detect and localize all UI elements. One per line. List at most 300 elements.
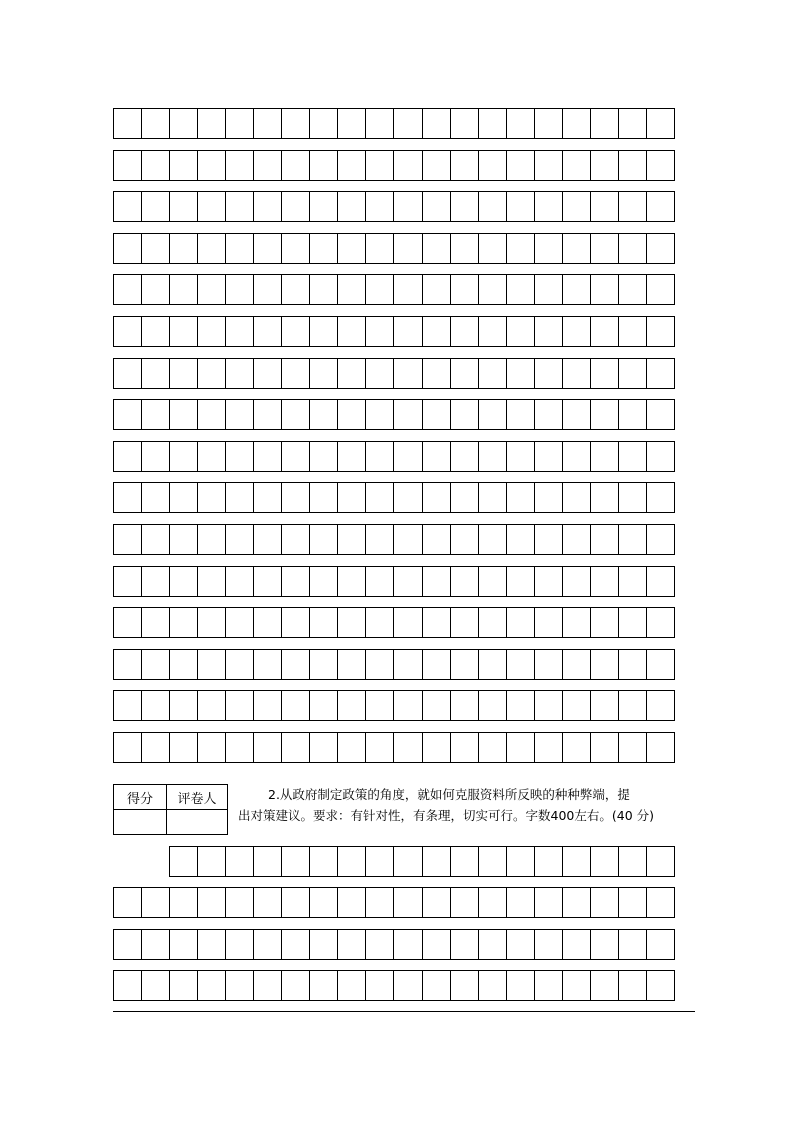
grid-cell[interactable] bbox=[197, 399, 226, 430]
grid-cell[interactable] bbox=[646, 690, 675, 721]
grid-cell[interactable] bbox=[562, 649, 591, 680]
grid-cell[interactable] bbox=[422, 108, 451, 139]
grid-cell[interactable] bbox=[113, 690, 142, 721]
grid-cell[interactable] bbox=[393, 887, 422, 918]
grid-cell[interactable] bbox=[646, 970, 675, 1001]
grid-cell[interactable] bbox=[422, 524, 451, 555]
grid-cell[interactable] bbox=[590, 316, 619, 347]
grid-cell[interactable] bbox=[365, 274, 394, 305]
grid-cell[interactable] bbox=[169, 690, 198, 721]
grid-cell[interactable] bbox=[197, 441, 226, 472]
grid-cell[interactable] bbox=[309, 690, 338, 721]
grid-cell[interactable] bbox=[281, 233, 310, 264]
grid-cell[interactable] bbox=[281, 441, 310, 472]
grid-cell[interactable] bbox=[534, 690, 563, 721]
grid-cell[interactable] bbox=[478, 970, 507, 1001]
grid-cell[interactable] bbox=[646, 150, 675, 181]
grid-cell[interactable] bbox=[450, 108, 479, 139]
grid-cell[interactable] bbox=[141, 316, 170, 347]
grid-cell[interactable] bbox=[365, 690, 394, 721]
grid-cell[interactable] bbox=[365, 191, 394, 222]
grid-cell[interactable] bbox=[113, 929, 142, 960]
grid-cell[interactable] bbox=[113, 970, 142, 1001]
grid-cell[interactable] bbox=[534, 316, 563, 347]
grid-cell[interactable] bbox=[113, 441, 142, 472]
grid-cell[interactable] bbox=[393, 150, 422, 181]
grid-cell[interactable] bbox=[646, 358, 675, 389]
grid-cell[interactable] bbox=[337, 316, 366, 347]
grid-cell[interactable] bbox=[309, 887, 338, 918]
grid-cell[interactable] bbox=[618, 566, 647, 597]
grid-cell[interactable] bbox=[478, 607, 507, 638]
grid-cell[interactable] bbox=[534, 108, 563, 139]
grid-cell[interactable] bbox=[478, 732, 507, 763]
grid-cell[interactable] bbox=[197, 316, 226, 347]
grid-cell[interactable] bbox=[450, 482, 479, 513]
grid-cell[interactable] bbox=[450, 150, 479, 181]
grid-cell[interactable] bbox=[281, 607, 310, 638]
grid-cell[interactable] bbox=[450, 274, 479, 305]
grid-cell[interactable] bbox=[197, 233, 226, 264]
grader-cell[interactable] bbox=[167, 810, 228, 835]
grid-cell[interactable] bbox=[253, 887, 282, 918]
grid-cell[interactable] bbox=[169, 358, 198, 389]
grid-cell[interactable] bbox=[590, 732, 619, 763]
grid-cell[interactable] bbox=[590, 566, 619, 597]
grid-cell[interactable] bbox=[169, 233, 198, 264]
grid-cell[interactable] bbox=[478, 399, 507, 430]
grid-cell[interactable] bbox=[646, 233, 675, 264]
grid-cell[interactable] bbox=[450, 970, 479, 1001]
grid-cell[interactable] bbox=[225, 482, 254, 513]
grid-cell[interactable] bbox=[618, 929, 647, 960]
grid-cell[interactable] bbox=[113, 191, 142, 222]
grid-cell[interactable] bbox=[281, 524, 310, 555]
grid-cell[interactable] bbox=[534, 846, 563, 877]
grid-cell[interactable] bbox=[646, 732, 675, 763]
grid-cell[interactable] bbox=[309, 441, 338, 472]
grid-cell[interactable] bbox=[253, 316, 282, 347]
grid-cell[interactable] bbox=[169, 732, 198, 763]
grid-cell[interactable] bbox=[393, 108, 422, 139]
grid-cell[interactable] bbox=[478, 690, 507, 721]
grid-cell[interactable] bbox=[113, 358, 142, 389]
grid-cell[interactable] bbox=[506, 566, 535, 597]
grid-cell[interactable] bbox=[141, 482, 170, 513]
grid-cell[interactable] bbox=[534, 732, 563, 763]
grid-cell[interactable] bbox=[337, 358, 366, 389]
grid-cell[interactable] bbox=[365, 358, 394, 389]
grid-cell[interactable] bbox=[337, 887, 366, 918]
grid-cell[interactable] bbox=[534, 233, 563, 264]
grid-cell[interactable] bbox=[422, 482, 451, 513]
grid-cell[interactable] bbox=[197, 274, 226, 305]
grid-cell[interactable] bbox=[281, 732, 310, 763]
grid-cell[interactable] bbox=[562, 887, 591, 918]
grid-cell[interactable] bbox=[506, 233, 535, 264]
grid-cell[interactable] bbox=[365, 108, 394, 139]
grid-cell[interactable] bbox=[422, 690, 451, 721]
grid-cell[interactable] bbox=[562, 607, 591, 638]
grid-cell[interactable] bbox=[393, 482, 422, 513]
grid-cell[interactable] bbox=[422, 887, 451, 918]
grid-cell[interactable] bbox=[393, 732, 422, 763]
grid-cell[interactable] bbox=[422, 316, 451, 347]
grid-cell[interactable] bbox=[534, 274, 563, 305]
grid-cell[interactable] bbox=[590, 607, 619, 638]
grid-cell[interactable] bbox=[113, 607, 142, 638]
grid-cell[interactable] bbox=[169, 482, 198, 513]
grid-cell[interactable] bbox=[450, 846, 479, 877]
grid-cell[interactable] bbox=[253, 274, 282, 305]
grid-cell[interactable] bbox=[478, 524, 507, 555]
grid-cell[interactable] bbox=[562, 566, 591, 597]
grid-cell[interactable] bbox=[478, 441, 507, 472]
grid-cell[interactable] bbox=[197, 649, 226, 680]
grid-cell[interactable] bbox=[253, 970, 282, 1001]
grid-cell[interactable] bbox=[309, 150, 338, 181]
grid-cell[interactable] bbox=[169, 150, 198, 181]
grid-cell[interactable] bbox=[169, 399, 198, 430]
grid-cell[interactable] bbox=[534, 399, 563, 430]
grid-cell[interactable] bbox=[365, 566, 394, 597]
grid-cell[interactable] bbox=[309, 399, 338, 430]
grid-cell[interactable] bbox=[646, 887, 675, 918]
grid-cell[interactable] bbox=[141, 690, 170, 721]
grid-cell[interactable] bbox=[393, 566, 422, 597]
grid-cell[interactable] bbox=[253, 690, 282, 721]
grid-cell[interactable] bbox=[169, 566, 198, 597]
grid-cell[interactable] bbox=[422, 191, 451, 222]
grid-cell[interactable] bbox=[337, 233, 366, 264]
grid-cell[interactable] bbox=[506, 887, 535, 918]
grid-cell[interactable] bbox=[646, 649, 675, 680]
grid-cell[interactable] bbox=[590, 441, 619, 472]
grid-cell[interactable] bbox=[169, 274, 198, 305]
grid-cell[interactable] bbox=[141, 150, 170, 181]
grid-cell[interactable] bbox=[169, 887, 198, 918]
grid-cell[interactable] bbox=[618, 358, 647, 389]
grid-cell[interactable] bbox=[478, 887, 507, 918]
grid-cell[interactable] bbox=[422, 399, 451, 430]
grid-cell[interactable] bbox=[337, 441, 366, 472]
grid-cell[interactable] bbox=[646, 441, 675, 472]
grid-cell[interactable] bbox=[169, 191, 198, 222]
grid-cell[interactable] bbox=[309, 316, 338, 347]
grid-cell[interactable] bbox=[534, 649, 563, 680]
grid-cell[interactable] bbox=[450, 929, 479, 960]
grid-cell[interactable] bbox=[281, 566, 310, 597]
grid-cell[interactable] bbox=[534, 524, 563, 555]
grid-cell[interactable] bbox=[309, 970, 338, 1001]
grid-cell[interactable] bbox=[590, 649, 619, 680]
grid-cell[interactable] bbox=[646, 108, 675, 139]
grid-cell[interactable] bbox=[590, 150, 619, 181]
grid-cell[interactable] bbox=[197, 607, 226, 638]
grid-cell[interactable] bbox=[393, 441, 422, 472]
grid-cell[interactable] bbox=[506, 150, 535, 181]
grid-cell[interactable] bbox=[590, 887, 619, 918]
grid-cell[interactable] bbox=[225, 399, 254, 430]
grid-cell[interactable] bbox=[534, 482, 563, 513]
grid-cell[interactable] bbox=[253, 233, 282, 264]
grid-cell[interactable] bbox=[422, 649, 451, 680]
grid-cell[interactable] bbox=[197, 566, 226, 597]
grid-cell[interactable] bbox=[534, 441, 563, 472]
grid-cell[interactable] bbox=[450, 233, 479, 264]
grid-cell[interactable] bbox=[337, 274, 366, 305]
grid-cell[interactable] bbox=[562, 929, 591, 960]
grid-cell[interactable] bbox=[506, 482, 535, 513]
grid-cell[interactable] bbox=[141, 649, 170, 680]
grid-cell[interactable] bbox=[365, 150, 394, 181]
grid-cell[interactable] bbox=[450, 732, 479, 763]
grid-cell[interactable] bbox=[618, 150, 647, 181]
grid-cell[interactable] bbox=[590, 233, 619, 264]
grid-cell[interactable] bbox=[225, 316, 254, 347]
grid-cell[interactable] bbox=[253, 482, 282, 513]
grid-cell[interactable] bbox=[618, 887, 647, 918]
grid-cell[interactable] bbox=[506, 358, 535, 389]
grid-cell[interactable] bbox=[478, 566, 507, 597]
grid-cell[interactable] bbox=[225, 970, 254, 1001]
grid-cell[interactable] bbox=[309, 233, 338, 264]
grid-cell[interactable] bbox=[225, 233, 254, 264]
grid-cell[interactable] bbox=[141, 191, 170, 222]
grid-cell[interactable] bbox=[534, 607, 563, 638]
grid-cell[interactable] bbox=[281, 399, 310, 430]
grid-cell[interactable] bbox=[113, 887, 142, 918]
grid-cell[interactable] bbox=[562, 482, 591, 513]
grid-cell[interactable] bbox=[562, 233, 591, 264]
grid-cell[interactable] bbox=[225, 846, 254, 877]
grid-cell[interactable] bbox=[225, 441, 254, 472]
grid-cell[interactable] bbox=[393, 649, 422, 680]
grid-cell[interactable] bbox=[113, 649, 142, 680]
grid-cell[interactable] bbox=[253, 732, 282, 763]
grid-cell[interactable] bbox=[506, 690, 535, 721]
grid-cell[interactable] bbox=[281, 358, 310, 389]
grid-cell[interactable] bbox=[281, 191, 310, 222]
grid-cell[interactable] bbox=[197, 846, 226, 877]
grid-cell[interactable] bbox=[113, 233, 142, 264]
grid-cell[interactable] bbox=[337, 566, 366, 597]
grid-cell[interactable] bbox=[197, 732, 226, 763]
grid-cell[interactable] bbox=[646, 846, 675, 877]
grid-cell[interactable] bbox=[141, 399, 170, 430]
grid-cell[interactable] bbox=[141, 566, 170, 597]
grid-cell[interactable] bbox=[197, 108, 226, 139]
grid-cell[interactable] bbox=[197, 191, 226, 222]
grid-cell[interactable] bbox=[281, 690, 310, 721]
grid-cell[interactable] bbox=[562, 524, 591, 555]
grid-cell[interactable] bbox=[422, 150, 451, 181]
grid-cell[interactable] bbox=[337, 524, 366, 555]
grid-cell[interactable] bbox=[393, 316, 422, 347]
grid-cell[interactable] bbox=[646, 566, 675, 597]
grid-cell[interactable] bbox=[337, 108, 366, 139]
grid-cell[interactable] bbox=[141, 970, 170, 1001]
grid-cell[interactable] bbox=[281, 316, 310, 347]
grid-cell[interactable] bbox=[618, 649, 647, 680]
grid-cell[interactable] bbox=[337, 690, 366, 721]
grid-cell[interactable] bbox=[534, 358, 563, 389]
grid-cell[interactable] bbox=[590, 524, 619, 555]
grid-cell[interactable] bbox=[309, 524, 338, 555]
grid-cell[interactable] bbox=[141, 108, 170, 139]
grid-cell[interactable] bbox=[113, 150, 142, 181]
grid-cell[interactable] bbox=[365, 316, 394, 347]
grid-cell[interactable] bbox=[450, 649, 479, 680]
grid-cell[interactable] bbox=[365, 970, 394, 1001]
grid-cell[interactable] bbox=[253, 649, 282, 680]
grid-cell[interactable] bbox=[422, 441, 451, 472]
grid-cell[interactable] bbox=[197, 970, 226, 1001]
grid-cell[interactable] bbox=[337, 846, 366, 877]
grid-cell[interactable] bbox=[169, 441, 198, 472]
grid-cell[interactable] bbox=[281, 108, 310, 139]
grid-cell[interactable] bbox=[253, 607, 282, 638]
grid-cell[interactable] bbox=[478, 846, 507, 877]
grid-cell[interactable] bbox=[562, 846, 591, 877]
grid-cell[interactable] bbox=[590, 846, 619, 877]
grid-cell[interactable] bbox=[225, 732, 254, 763]
grid-cell[interactable] bbox=[309, 108, 338, 139]
grid-cell[interactable] bbox=[506, 399, 535, 430]
grid-cell[interactable] bbox=[422, 358, 451, 389]
grid-cell[interactable] bbox=[562, 399, 591, 430]
grid-cell[interactable] bbox=[281, 887, 310, 918]
grid-cell[interactable] bbox=[393, 524, 422, 555]
grid-cell[interactable] bbox=[506, 108, 535, 139]
grid-cell[interactable] bbox=[646, 399, 675, 430]
grid-cell[interactable] bbox=[197, 524, 226, 555]
grid-cell[interactable] bbox=[450, 690, 479, 721]
grid-cell[interactable] bbox=[422, 732, 451, 763]
grid-cell[interactable] bbox=[309, 929, 338, 960]
grid-cell[interactable] bbox=[281, 929, 310, 960]
grid-cell[interactable] bbox=[618, 316, 647, 347]
grid-cell[interactable] bbox=[562, 358, 591, 389]
grid-cell[interactable] bbox=[225, 649, 254, 680]
grid-cell[interactable] bbox=[253, 150, 282, 181]
grid-cell[interactable] bbox=[534, 191, 563, 222]
grid-cell[interactable] bbox=[225, 690, 254, 721]
grid-cell[interactable] bbox=[646, 274, 675, 305]
grid-cell[interactable] bbox=[309, 191, 338, 222]
grid-cell[interactable] bbox=[169, 970, 198, 1001]
grid-cell[interactable] bbox=[253, 358, 282, 389]
grid-cell[interactable] bbox=[309, 846, 338, 877]
grid-cell[interactable] bbox=[618, 274, 647, 305]
grid-cell[interactable] bbox=[141, 524, 170, 555]
grid-cell[interactable] bbox=[450, 316, 479, 347]
grid-cell[interactable] bbox=[562, 150, 591, 181]
grid-cell[interactable] bbox=[309, 649, 338, 680]
grid-cell[interactable] bbox=[141, 358, 170, 389]
grid-cell[interactable] bbox=[562, 441, 591, 472]
grid-cell[interactable] bbox=[365, 649, 394, 680]
grid-cell[interactable] bbox=[618, 233, 647, 264]
grid-cell[interactable] bbox=[590, 399, 619, 430]
grid-cell[interactable] bbox=[618, 607, 647, 638]
grid-cell[interactable] bbox=[225, 524, 254, 555]
grid-cell[interactable] bbox=[422, 846, 451, 877]
grid-cell[interactable] bbox=[422, 274, 451, 305]
grid-cell[interactable] bbox=[225, 150, 254, 181]
grid-cell[interactable] bbox=[646, 316, 675, 347]
grid-cell[interactable] bbox=[393, 399, 422, 430]
grid-cell[interactable] bbox=[281, 846, 310, 877]
grid-cell[interactable] bbox=[506, 846, 535, 877]
grid-cell[interactable] bbox=[337, 970, 366, 1001]
grid-cell[interactable] bbox=[225, 566, 254, 597]
grid-cell[interactable] bbox=[169, 108, 198, 139]
grid-cell[interactable] bbox=[590, 690, 619, 721]
grid-cell[interactable] bbox=[506, 316, 535, 347]
grid-cell[interactable] bbox=[478, 482, 507, 513]
grid-cell[interactable] bbox=[113, 482, 142, 513]
grid-cell[interactable] bbox=[365, 233, 394, 264]
grid-cell[interactable] bbox=[534, 566, 563, 597]
grid-cell[interactable] bbox=[281, 150, 310, 181]
grid-cell[interactable] bbox=[590, 274, 619, 305]
grid-cell[interactable] bbox=[506, 441, 535, 472]
grid-cell[interactable] bbox=[393, 191, 422, 222]
grid-cell[interactable] bbox=[225, 607, 254, 638]
grid-cell[interactable] bbox=[450, 887, 479, 918]
grid-cell[interactable] bbox=[618, 970, 647, 1001]
grid-cell[interactable] bbox=[393, 929, 422, 960]
grid-cell[interactable] bbox=[393, 274, 422, 305]
grid-cell[interactable] bbox=[393, 358, 422, 389]
grid-cell[interactable] bbox=[590, 108, 619, 139]
grid-cell[interactable] bbox=[337, 150, 366, 181]
grid-cell[interactable] bbox=[141, 441, 170, 472]
score-cell[interactable] bbox=[114, 810, 167, 835]
grid-cell[interactable] bbox=[506, 191, 535, 222]
grid-cell[interactable] bbox=[365, 441, 394, 472]
grid-cell[interactable] bbox=[197, 929, 226, 960]
grid-cell[interactable] bbox=[506, 929, 535, 960]
grid-cell[interactable] bbox=[141, 887, 170, 918]
grid-cell[interactable] bbox=[478, 274, 507, 305]
grid-cell[interactable] bbox=[309, 607, 338, 638]
grid-cell[interactable] bbox=[337, 732, 366, 763]
grid-cell[interactable] bbox=[309, 732, 338, 763]
grid-cell[interactable] bbox=[337, 607, 366, 638]
grid-cell[interactable] bbox=[393, 233, 422, 264]
grid-cell[interactable] bbox=[225, 191, 254, 222]
grid-cell[interactable] bbox=[141, 732, 170, 763]
grid-cell[interactable] bbox=[365, 929, 394, 960]
grid-cell[interactable] bbox=[309, 274, 338, 305]
grid-cell[interactable] bbox=[365, 732, 394, 763]
grid-cell[interactable] bbox=[422, 970, 451, 1001]
grid-cell[interactable] bbox=[478, 191, 507, 222]
grid-cell[interactable] bbox=[337, 929, 366, 960]
grid-cell[interactable] bbox=[197, 482, 226, 513]
grid-cell[interactable] bbox=[113, 316, 142, 347]
grid-cell[interactable] bbox=[562, 191, 591, 222]
grid-cell[interactable] bbox=[281, 274, 310, 305]
grid-cell[interactable] bbox=[197, 150, 226, 181]
grid-cell[interactable] bbox=[141, 274, 170, 305]
grid-cell[interactable] bbox=[365, 887, 394, 918]
grid-cell[interactable] bbox=[225, 929, 254, 960]
grid-cell[interactable] bbox=[422, 233, 451, 264]
grid-cell[interactable] bbox=[562, 690, 591, 721]
